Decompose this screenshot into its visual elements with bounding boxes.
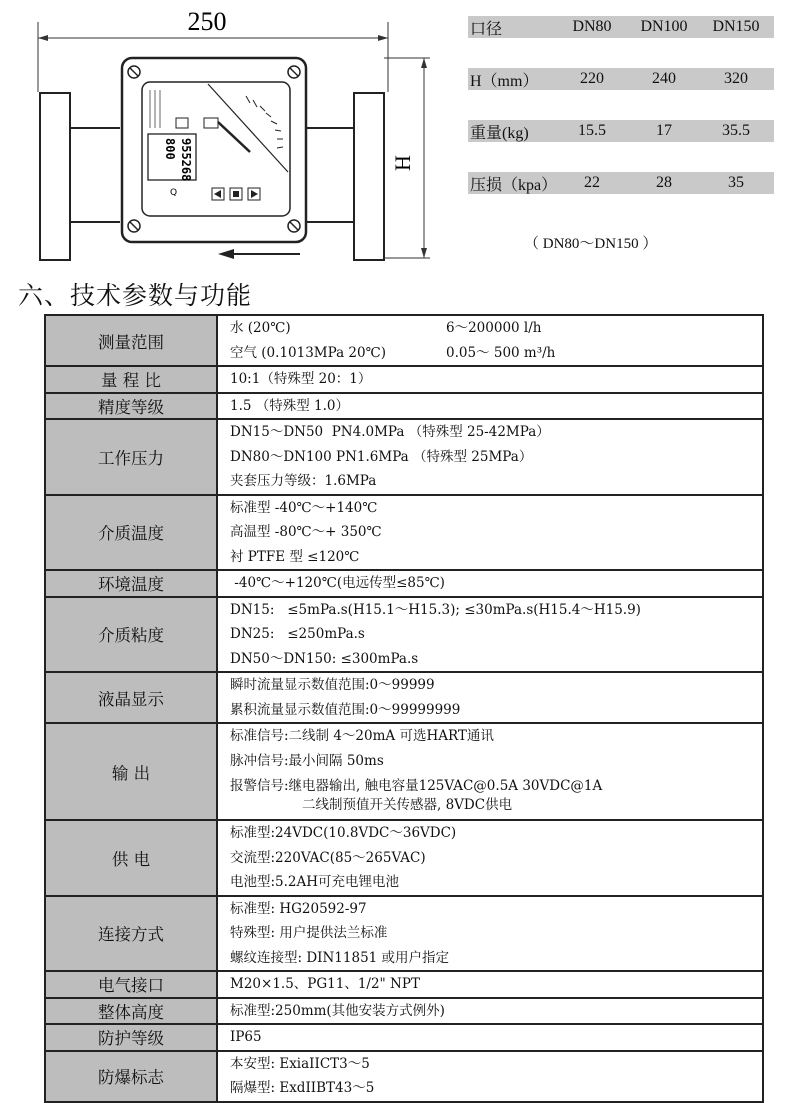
spec-key: 介质粘度 (45, 597, 217, 673)
spec-line: 特殊型: 用户提供法兰标准 (230, 925, 388, 941)
spec-key: 供 电 (45, 820, 217, 896)
spec-line: 标准型: HG20592-97 (230, 900, 367, 917)
svg-text:Q: Q (170, 188, 178, 198)
spec-line: 本安型: ExiaIICT3～5 (230, 1055, 370, 1072)
spec-line: 夹套压力等级：1.6MPa (230, 473, 377, 489)
spec-key: 连接方式 (45, 896, 217, 972)
table-row (45, 393, 763, 420)
dim-cell: 重量(kg) (470, 124, 529, 142)
spec-line: DN15～DN50 PN4.0MPa （特殊型 25-42MPa） (230, 424, 550, 440)
dim-header-row (468, 16, 774, 38)
table-row (45, 723, 763, 820)
table-row (45, 495, 763, 571)
spec-key: 液晶显示 (45, 672, 217, 723)
dimension-note: （ DN80～DN150 ） (524, 236, 658, 252)
spec-line: 6～200000 l/h (446, 320, 542, 336)
width-label: 250 (187, 7, 227, 36)
dim-cell: 320 (724, 70, 748, 87)
dim-cell: 28 (656, 174, 672, 191)
spec-line: 水 (20℃) (230, 320, 291, 336)
dim-cell: H（mm） (470, 72, 539, 90)
spec-line: 螺纹连接型: DIN11851 或用户指定 (230, 949, 450, 966)
dim-cell: 35 (728, 174, 744, 191)
spec-key: 防护等级 (45, 1024, 217, 1051)
meter-drawing-svg (0, 0, 450, 270)
dim-cell: 17 (656, 122, 672, 139)
dim-cell: 15.5 (578, 122, 606, 139)
dim-row-height (468, 68, 774, 90)
spec-line: 瞬时流量显示数值范围:0～99999 (230, 677, 435, 693)
dim-row-pressure-loss (468, 172, 774, 194)
dim-cell: 220 (580, 70, 604, 87)
spec-line: 高温型 -80℃～+ 350℃ (230, 524, 382, 540)
spec-line: 脉冲信号:最小间隔 50ms (230, 752, 384, 769)
left-flange (40, 93, 70, 260)
table-row (45, 1051, 763, 1102)
spec-line: M20×1.5、PG11、1/2" NPT (230, 976, 420, 992)
dim-header-cell: DN100 (640, 18, 688, 35)
spec-key: 防爆标志 (45, 1051, 217, 1102)
spec-line: 电池型:5.2AH可充电锂电池 (230, 874, 400, 890)
spec-line: 标准型:24VDC(10.8VDC～36VDC) (230, 825, 457, 841)
dimension-table (468, 16, 774, 224)
spec-key: 量 程 比 (45, 366, 217, 393)
spec-line: 0.05～ 500 m³/h (446, 344, 556, 361)
dim-header-cell: 口径 (470, 20, 503, 38)
table-row (45, 597, 763, 673)
spec-line: 标准信号:二线制 4～20mA 可选HART通讯 (230, 728, 494, 744)
spec-line: 隔爆型: ExdIIBT43～5 (230, 1080, 375, 1096)
spec-table (44, 314, 764, 1103)
spec-line: DN15: ≤5mPa.s(H15.1～H15.3); ≤30mPa.s(H15.4～H15.9) (230, 601, 641, 618)
table-row (45, 896, 763, 972)
spec-key: 输 出 (45, 723, 217, 820)
spec-line: 10:1（特殊型 20：1） (230, 371, 372, 387)
spec-key: 介质温度 (45, 495, 217, 571)
dim-row-weight (468, 120, 774, 142)
spec-line: 累积流量显示数值范围:0～99999999 (230, 701, 461, 718)
dim-cell: 22 (584, 174, 600, 191)
dim-cell: 压损（kpa） (470, 176, 558, 194)
meter-drawing (0, 0, 450, 270)
right-flange (354, 93, 384, 260)
spec-line: -40℃～+120℃(电远传型≤85℃) (230, 575, 445, 591)
spec-key: 整体高度 (45, 998, 217, 1025)
dim-cell: 35.5 (722, 122, 750, 139)
table-row (45, 672, 763, 723)
table-row (45, 998, 763, 1025)
spec-key: 精度等级 (45, 393, 217, 420)
height-label: H (390, 155, 415, 171)
dim-header-cell: DN150 (712, 18, 760, 35)
table-row (45, 1024, 763, 1051)
section-title: 六、技术参数与功能 (18, 281, 253, 310)
dim-header-cell: DN80 (572, 18, 612, 35)
spec-line: 1.5 （特殊型 1.0） (230, 397, 350, 414)
dim-cell: 240 (652, 70, 676, 87)
spec-line: DN25: ≤250mPa.s (230, 626, 365, 642)
spec-key: 工作压力 (45, 419, 217, 495)
spec-line: 标准型 -40℃～+140℃ (230, 499, 378, 516)
lcd-digits: 955268 (179, 138, 193, 182)
spec-key: 环境温度 (45, 570, 217, 597)
spec-line: 报警信号:继电器输出, 触电容量125VAC@0.5A 30VDC@1A (230, 778, 603, 794)
spec-key: 电气接口 (45, 971, 217, 998)
spec-line: DN50～DN150: ≤300mPa.s (230, 650, 419, 667)
table-row (45, 419, 763, 495)
table-row (45, 971, 763, 998)
spec-line: 空气 (0.1013MPa 20℃) (230, 344, 386, 361)
table-row (45, 315, 763, 366)
table-row (45, 820, 763, 896)
table-row (45, 570, 763, 597)
spec-line: 衬 PTFE 型 ≤120℃ (230, 548, 360, 565)
spec-line: 二线制预值开关传感器, 8VDC供电 (302, 797, 513, 813)
keypad (212, 188, 260, 200)
spec-line: IP65 (230, 1029, 262, 1045)
lcd-digits-2: 800 (163, 138, 177, 160)
spec-line: 标准型:250mm(其他安装方式例外) (230, 1002, 445, 1019)
table-row (45, 366, 763, 393)
spec-key: 测量范围 (45, 315, 217, 366)
spec-line: 交流型:220VAC(85～265VAC) (230, 849, 426, 866)
spec-value (217, 315, 763, 366)
spec-line: DN80～DN100 PN1.6MPa （特殊型 25MPa） (230, 448, 533, 465)
